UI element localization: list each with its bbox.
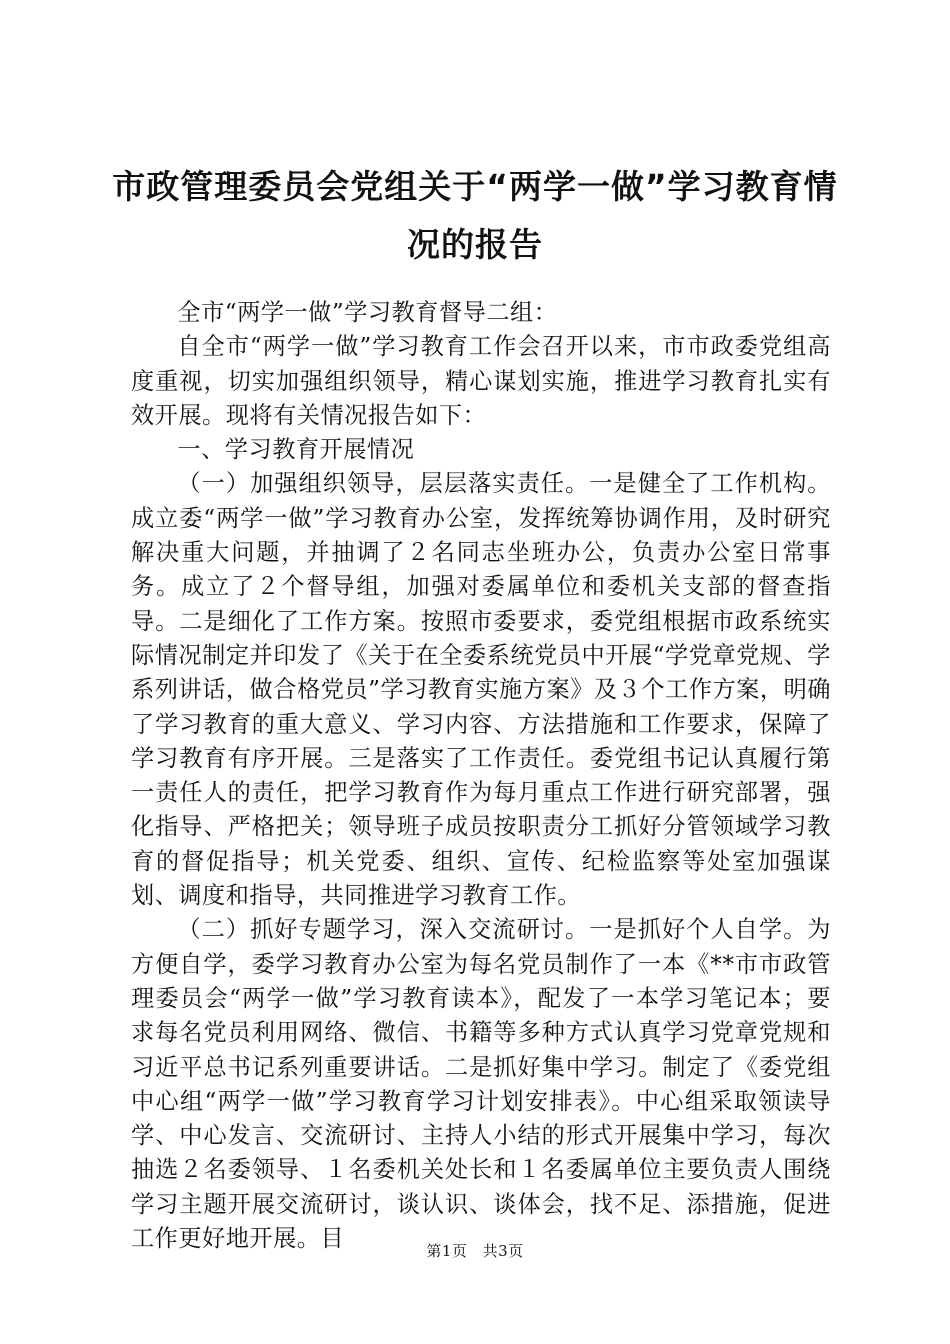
page-total: 共3页 — [482, 1242, 524, 1260]
paragraph-organization: （一）加强组织领导，层层落实责任。一是健全了工作机构。成立委“两学一做”学习教育办公室，发挥统筹协调作用，及时研究解决重大问题，并抽调了２名同志坐班办公，负责办公室日常事务。成立了２个督导组，加强对委属单位和委机关支部的督查指导。二是细化了工作方案。按照市委要求，委党组根据市政系统实际情况制定并印发了《关于在全委系统党员中开展“学党章党规、学系列讲话，做合格党员”学习教育实施方案》及３个工作方案，明确了学习教育的重大意义、学习内容、方法措施和工作要求，保障了学习教育有序开展。三是落实了工作责任。委党组书记认真履行第一责任人的责任，把学习教育作为每月重点工作进行研究部署，强化指导、严格把关；领导班子成员按职责分工抓好分管领域学习教育的督促指导；机关党委、组织、宣传、纪检监察等处室加强谋划、调度和指导，共同推进学习教育工作。 — [131, 470, 831, 910]
document-title: 市政管理委员会党组关于“两学一做”学习教育情况的报告 — [112, 167, 838, 264]
document-body — [131, 296, 831, 1256]
paragraph-study: （二）抓好专题学习，深入交流研讨。一是抓好个人自学。为方便自学，委学习教育办公室为每名党员制作了一本《**市市政管理委员会“两学一做”学习教育读本》，配发了一本学习笔记本；要求每名党员利用网络、微信、书籍等多种方式认真学习党章党规和习近平总书记系列重要讲话。二是抓好集中学习。制定了《委党组中心组“两学一做”学习教育学习计划安排表》。中心组采取领读导学、中心发言、交流研讨、主持人小结的形式开展集中学习，每次抽选２名委领导、１名委机关处长和１名委属单位主要负责人围绕学习主题开展交流研讨，谈认识、谈体会，找不足、添措施，促进工作更好地开展。目 — [131, 916, 831, 1253]
page-number: 第1页 — [426, 1242, 468, 1260]
paragraph-intro: 自全市“两学一做”学习教育工作会召开以来，市市政委党组高度重视，切实加强组织领导，精心谋划实施，推进学习教育扎实有效开展。现将有关情况报告如下： — [131, 333, 831, 429]
page-footer — [0, 1240, 950, 1261]
salutation: 全市“两学一做”学习教育督导二组： — [177, 299, 558, 326]
section-heading: 一、学习教育开展情况 — [177, 436, 415, 464]
